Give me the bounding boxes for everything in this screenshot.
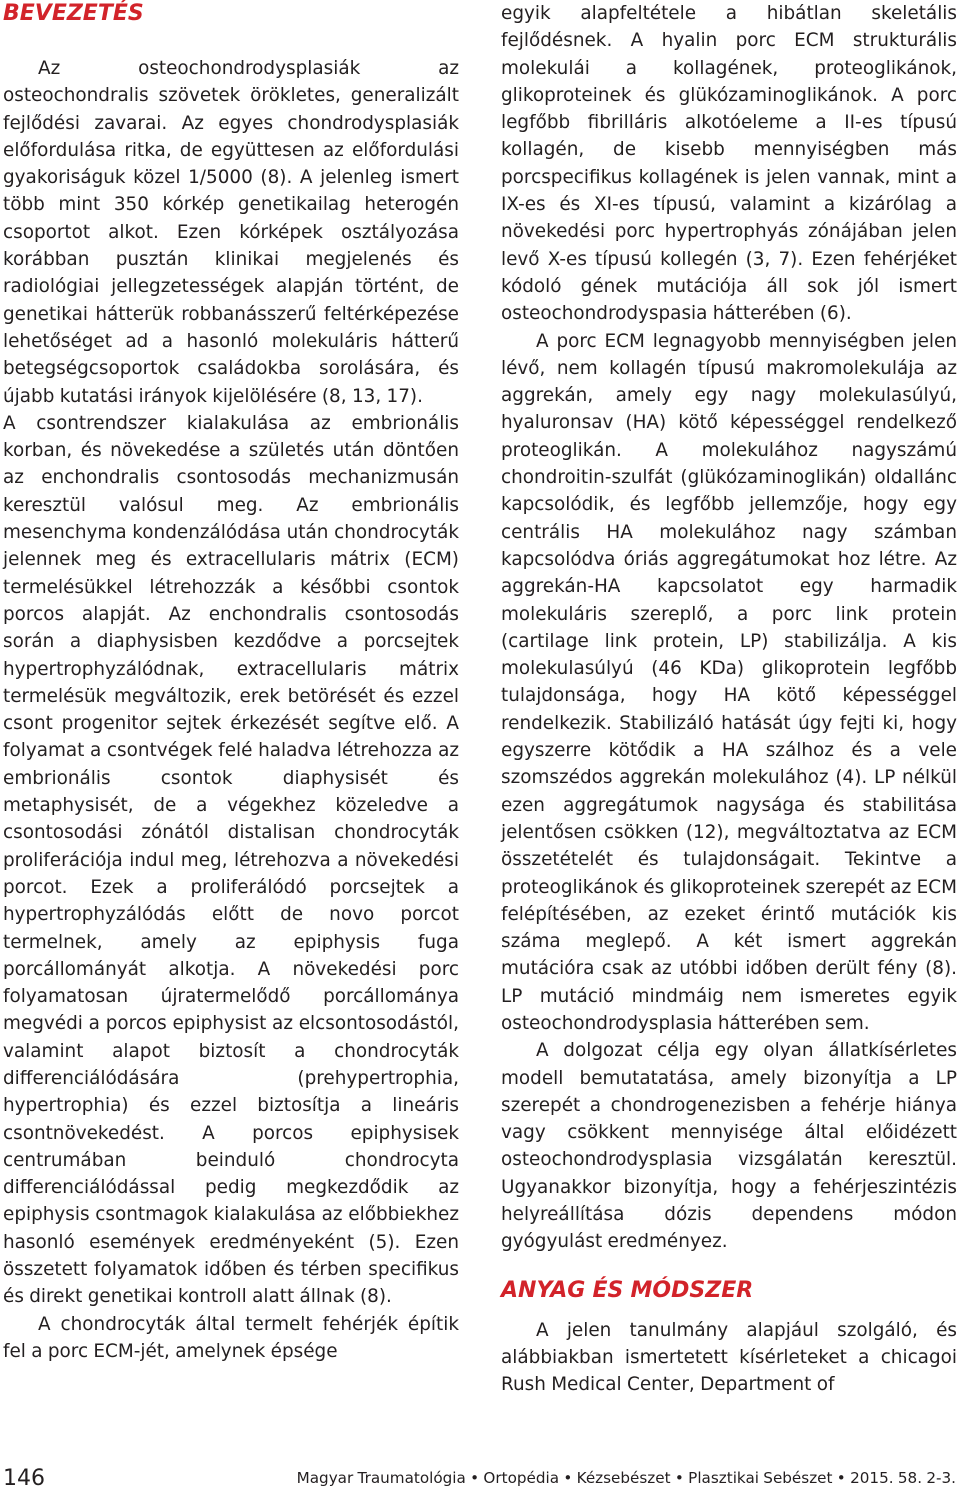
section-heading-bevezetes: BEVEZETÉS — [3, 1, 144, 26]
paragraph-aggrecan: A porc ECM legnagyobb mennyiségben jelen lévő, nem kollagén típusú makromolekulája az aggrekán, amely egy nagy molekulasúlyú, hyaluronsav (HA) kötő képességgel rendelkező proteoglikán. A molekulához nagyszámú chondroitin-szulfát (glükózaminoglikán) oldallánc kapcsolódik, és legfőbb jellemzője, hogy egy centrális HA molekulához nagy számban kapcsolódva óriás aggregátumokat hoz létre. Az aggrekán-HA kapcsolatot egy harmadik molekuláris szereplő, a porc link protein (cartilage link protein, LP) stabilizálja. A kis molekulasúlyú (46 KDa) glikoprotein legfőbb tulajdonsága, hogy HA kötő képességgel rendelkezik. Stabilizáló hatását úgy fejti ki, hogy egyszerre kötődik a HA szálhoz és a vele szomszédos aggrekán molekulához (4). LP nélkül ezen aggregátumok nagysága és stabilitása jelentősen csökken (12), megváltoztatva az ECM összetételét és tulajdonságait. Tekintve a proteoglikánok és glikoproteinek szerepét az ECM felépítésében, az ezeket érintő mutációk kis száma meglepő. A két ismert aggrekán mutációra csak az utóbbi időben derült fény (8). LP mutáció mindmáig nem ismeretes egyik osteochondrodysplasia hátterében sem. — [501, 330, 957, 1034]
page-footer — [0, 1468, 960, 1492]
section-heading-anyag-es-modszer: ANYAG ÉS MÓDSZER — [501, 1277, 754, 1303]
paragraph-intro: Az osteochondrodysplasiák az osteochondralis szövetek örökletes, generalizált fejlődési zavarai. Az egyes chondrodysplasiák előfordulása ritka, de együttesen az előfordulási gyakoriságuk közel 1/5000 (8). A jelenleg ismert több mint 350 kórkép genetikailag heterogén csoportot alkot. Ezen kórképek osztályozása korábban pusztán klinikai megjelenés és radiológiai jellegzetességek alapján történt, de genetikai hátterük robbanásszerű feltérképezése lehetőséget ad a hasonló molekuláris hátterű betegségcsoportok családokba sorolására, és újabb kutatási irányok kijelölésére (8, 13, 17). — [3, 58, 459, 407]
paragraph-skeletal-development: A csontrendszer kialakulása az embrionális korban, és növekedése a születés után döntően az enchondralis csontosodás mechanizmusán keresztül valósul meg. Az embrionális mesenchyma kondenzálódása után chondrocyták jelennek meg és extracellularis mátrix (ECM) termelésükkel létrehozzák a későbbi csontok porcos alapját. Az enchondralis csontosodás során a diaphysisben kezdődve a porcsejtek hypertrophyzálódnak, extracellularis mátrix termelésük megváltozik, erek betörését és ezzel csont progenitor sejtek érkezését segítve elő. A folyamat a csontvégek felé haladva létrehozza az embrionális csontok diaphysisét és metaphysisét, de a végekhez közeledve a csontosodási zónától distalisan chondrocyták proliferációja indul meg, létrehozva a növekedési porcot. Ezek a proliferálódó porcsejtek a hypertrophyzálódás előtt de novo porcot termelnek, amely az epiphysis fuga porcállományát alkotja. A növekedési porc folyamatosan újratermelődő porcállománya megvédi a porcos epiphysist az elcsontosodástól, valamint alapot biztosít a chondrocyták differenciálódására (prehypertrophia, hypertrophia) és ezzel biztosítja a lineáris csontnövekedést. A porcos epiphysisek centrumában beinduló chondrocyta differenciálódással pedig megkezdődik az epiphysis csontmagok kialakulása az előbbiekhez hasonló események eredményeként (5). Ezen összetett folyamatok időben és térben specifikus és direkt genetikai kontroll alatt állnak (8). — [3, 412, 459, 1308]
right-column — [501, 0, 957, 1399]
paragraph-aim: A dolgozat célja egy olyan állatkísérletes modell bemutatatása, amely bizonyítja a LP szerepét a chondrogenezisben a fehérje hiánya vagy csökkent mennyisége által előidézett osteochondrodysplasia vizsgálatán keresztül. Ugyanakkor bizonyítja, hogy a fehérjeszintézis helyreállítása dózis dependens módon gyógyulást eredményez. — [501, 1040, 957, 1253]
page-number: 146 — [3, 1466, 45, 1491]
journal-citation: Magyar Traumatológia • Ortopédia • Kézsebészet • Plasztikai Sebészet • 2015. 58. 2-3. — [296, 1469, 956, 1487]
left-column — [3, 0, 459, 1365]
paragraph-chondrocyte-proteins: A chondrocyták által termelt fehérjék építik fel a porc ECM-jét, amelynek épsége — [3, 1313, 459, 1362]
paragraph-methods: A jelen tanulmány alapjául szolgáló, és alábbiakban ismertetett kísérleteket a chicagoi Rush Medical Center, Department of — [501, 1319, 957, 1396]
paragraph-collagens: egyik alapfeltétele a hibátlan skeletális fejlődésnek. A hyalin porc ECM strukturális molekulái a kollagének, proteoglikánok, glikoproteinek és glükózaminoglikánok. A porc legfőbb fibrilláris alkotóeleme a II-es típusú kollagén, de kisebb mennyiségben más porcspecifikus kollagének is jelen vannak, mint a IX-es és XI-es típusú, valamint a kizárólag a növekedési porc hypertrophyás zónájában jelen levő X-es típusú kollegén (3, 7). Ezen fehérjéket kódoló gének mutációja áll sok jól ismert osteochondrodyspasia hátterében (6). — [501, 3, 957, 325]
